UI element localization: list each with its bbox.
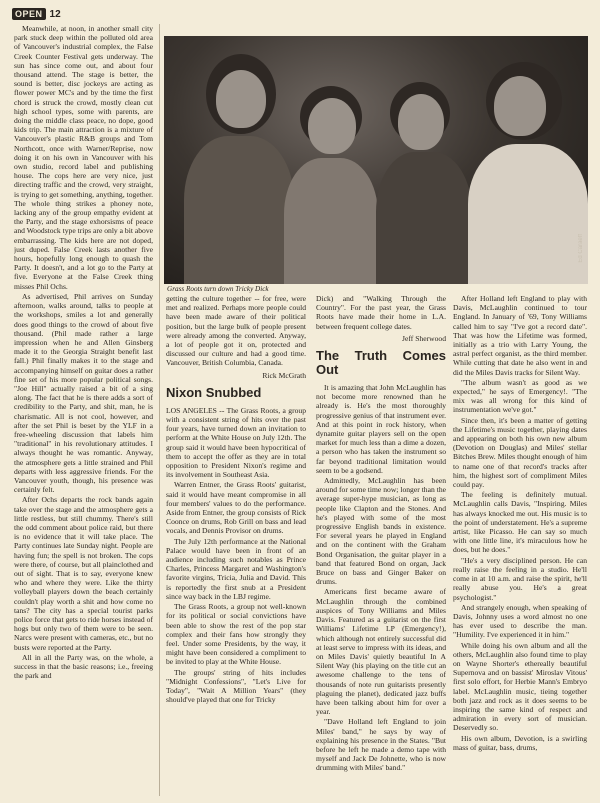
- magazine-logo: OPEN: [12, 8, 46, 20]
- paragraph: "The album wasn't as good as we expected," he says of Emergency!. "The mix was all wrong for this kind of instrumentation we've got.": [453, 377, 587, 415]
- paragraph: The Grass Roots, a group not well-known for its political or social convictions have been able to show the rest of the pop star complex and their fans how strongly they feel. Under some Presidents, by the way, it might have been considered a compliment to be invited to play at the White House.: [166, 602, 306, 667]
- photo-figure: [216, 70, 266, 128]
- paragraph: LOS ANGELES -- The Grass Roots, a group with a consistent string of hits over the past four years, have turned down an invitation to perform at the White House on July 12th. The group said it would have been hypocritical of them to accept the offer as they are in total opposition to President Nixon's regime and its involvement in Southeast Asia.: [166, 405, 306, 480]
- photo-figure: [398, 94, 444, 150]
- photo-figure: [468, 144, 588, 284]
- paragraph: Meanwhile, at noon, in another small city park stuck deep within the polluted old area of Vancouver's industrial complex, the False Creek Counter Festival gets underway. The sun has since come out, and about four thousand attend. The stage is better, the sound is better, disc jockeys are acting as flower power MC's and by the time the first chord is struck the crowd, mostly clean cut high school types, some with parents, are doing the middle class peace, no dope, good kids trip. The main attraction is a mixture of Vancouver's plastic R&B groups and Tom Northcott, once with Warner/Reprise, now doing it on his own in Vancouver with his own studio, record label and publishing house. The cops here are very nice, just directing traffic and the crowd, very straight, is trying to get something, anything, together. The whole thing strikes a phoney note, lacking any of the group empathy evident at the Party, and the stage exhorsisms of peace and Woodstock type trips are only a bit above embarrassing. The kids here are not doped, just duped. False Creek lasts another five hours, hopefully long enough to quash the Party. It doesn't, and a lot go to the Party at five. Everyone at the False Creek thing misses Phil Ochs.: [14, 24, 153, 291]
- photo-figure: [308, 98, 356, 154]
- photo-caption: Grass Roots turn down Tricky Dick: [167, 285, 269, 293]
- band-photo: [164, 36, 588, 284]
- paragraph: It is amazing that John McLaughlin has not become more renowned than he already is. He's the most thoroughly progressive genius of that instrument ever. And at this point in rock history, when dynamite guitar players sell on the open market for much less than a dime a dozen, a person who has taken the instrument so far beyond traditional limitation would seem to be a godsend.: [316, 383, 446, 475]
- article-truth-column: [316, 294, 446, 796]
- paragraph: His own album, Devotion, is a swirling mass of guitar, bass, drums,: [453, 733, 587, 752]
- paragraph: getting the culture together -- for free, were met and realized. Perhaps more people could have been made aware of their political position, but the large bulk of people present were already among the converted. Anyway, a lot of people got it on, protected and discussed our culture and had a good time. Vancouver, British Columbia, Canada.: [166, 294, 306, 368]
- paragraph: After Ochs departs the rock bands again take over the stage and the atmosphere gets a little restless, but still chummy. There's still the odd comment about police raid, but there is no evidence that it will take place. The Party continues late Sunday night. People are having fun; the spell is not broken. The cops were there, of course, but all plainclothed and out of sight. That is to say, everyone knew who and where they were. Like the thirty volleyball players down the beach certainly couldn't play worth a shit and how come no tans? The city has a special tourist parks police force that gets to ride horses instead of hogs but only two of them were to be seen. Narcs were present with cameras, etc., but no busts were reported at the Party.: [14, 495, 153, 652]
- paragraph: "Dave Holland left England to join Miles' band," he says by way of explaining his presence in the States. "But before he left he made a demo tape with myself and Jack De Johnette, who is now drumming with Miles' band.": [316, 717, 446, 773]
- truth-headline: The Truth Comes Out: [316, 348, 446, 378]
- article-festival-column: [14, 24, 153, 796]
- article-truth-continued-column: [453, 294, 587, 796]
- column-rule: [159, 24, 160, 796]
- page-number: 12: [49, 8, 61, 20]
- paragraph: And strangely enough, when speaking of Davis, Johnny uses a word almost no one has ever used to describe the man. "Humility. I've experienced it in him.": [453, 602, 587, 640]
- paragraph: After Holland left England to play with Davis, McLaughlin continued to tour England. In January of '69, Tony Williams called him to say "I've got a record date". That was how the Lifetime was formed, initially as a trio with Larry Young, the astral perfect organist, as the third member. While cutting that date he also went in and did the Miles Davis tracks for Silent Way.: [453, 294, 587, 377]
- paragraph: While doing his own album and all the others, McLaughlin also found time to play on Wayne Shorter's ethereally beautiful Supernova and on bassist' Miroslav Vitous' first solo effort, for Herbie Mann's Embryo label. McLaughlin music, tieing together both jazz and rock as it does seems to be inspiring the same kind of respect and admiration in every sort of musician. Deservedly so.: [453, 640, 587, 733]
- paragraph: Americans first became aware of McLaughlin through the combined auspices of Tony Williams and Miles Davis. Featured as a guitarist on the first Williams' Lifetime LP (Emergency!), which although not entirely successful did at least serve to impress with its ideas, and on Miles Davis' quietly beautiful In A Silent Way (his playing on the title cut an awesome challenge to the tens of thousands of note run guitarists presently plaguing the planet), dedicated jazz buffs have been talking about him for over a year.: [316, 587, 446, 717]
- photo-figure: [494, 76, 546, 136]
- paragraph: The feeling is definitely mutual. McLaughlin calls Davis, "Inspiring. Miles has always knocked me out. His music is to the point of understatement. He's a supreme artist, like Picasso. He can say so much with one little line, it's miraculous how he does, but he does.": [453, 490, 587, 555]
- paragraph: All in all the Party was, on the whole, a success in that the basic reasons; i.e., freeing the park and: [14, 652, 153, 681]
- paragraph: The July 12th performance at the National Palace would have been in front of an audience including such notables as Prince Charles, Princess Margaret and Washington's favorite virgins, Tricia, Julia and David. This is reportedly the first snub at a President since way back in the LBJ regime.: [166, 536, 306, 601]
- paragraph: Admittedly, McLaughlin has been around for some time now; longer than the average super-hype musician, as long as people like Clapton and the Stones. And he's played with some of the most progressive English bands in existence. For several years he played in England and on the continent with the Graham Bond Organisation, the guitar player in a band that featured Bond on organ, Jack Bruce on bass and Ginger Baker on drums.: [316, 476, 446, 587]
- photo-figure: [376, 152, 472, 284]
- paragraph: The groups' string of hits includes "Midnight Confessions", "Let's Live for Today", "Wait A Million Years" (they should've played that one for Tricky: [166, 667, 306, 705]
- byline: Rick McGrath: [262, 370, 306, 380]
- paragraph: As advertised, Phil arrives on Sunday afternoon, walks around, talks to people at the workshops, smiles a lot and generally does good things to the crowd of about five thousand. (Phil made rather a large impression when he and Allen Ginsberg made it to the Georgia Straight benefit last fall.) Phil finally makes it to the stage and accompanying himself on guitar does a rather fine set of his more popular political songs. "Joe Hill" actually raised a bit of a sing along. The fact that he is there adds a sort of credibility to the Party, and shit, man, he is charismatic. All is not cool, however, and after the set Phil is beset by the YLF in a free-wheeling discussion that labels him "traditional" in his revolutionary attitudes. I always thought he was romantic. Anyway, the atmosphere gets a little strained and Phil departs with less aggressive friends. For the Vancouver youth, though, his presence was certainly felt.: [14, 291, 153, 495]
- byline: Jeff Sherwood: [402, 333, 446, 343]
- nixon-headline: Nixon Snubbed: [166, 384, 262, 400]
- paragraph: Dick) and "Walking Through the Country". For the past year, the Grass Roots have made their home in L.A. between frequent college dates.: [316, 294, 446, 331]
- photo-figure: [184, 136, 294, 284]
- article-nixon-column: [166, 294, 306, 796]
- photo-credit: Ed Caraeff: [578, 234, 584, 263]
- paragraph: Since then, it's been a matter of getting the Lifetime's music together, playing dates and appearing on both his own new album (Devotion on Douglas) and Miles' stellar Bitches Brew. Miles thought enough of him to name one of that record's tracks after him, the highest sort of compliment Miles could pay.: [453, 415, 587, 490]
- paragraph: Warren Entner, the Grass Roots' guitarist, said it would have meant compromise in all four members' values to do the performance. Aside from Entner, the group consists of Rick Coonce on drums, Rob Grill on bass and lead vocals, and Dennis Provisor on drums.: [166, 480, 306, 536]
- paragraph: "He's a very disciplined person. He can really raise the feeling in a studio. He'll come in at 10 a.m. and raise the spirit, he'll really abuse you. He's a great psychologist.": [453, 555, 587, 602]
- photo-figure: [284, 158, 378, 284]
- page-header: [12, 6, 61, 22]
